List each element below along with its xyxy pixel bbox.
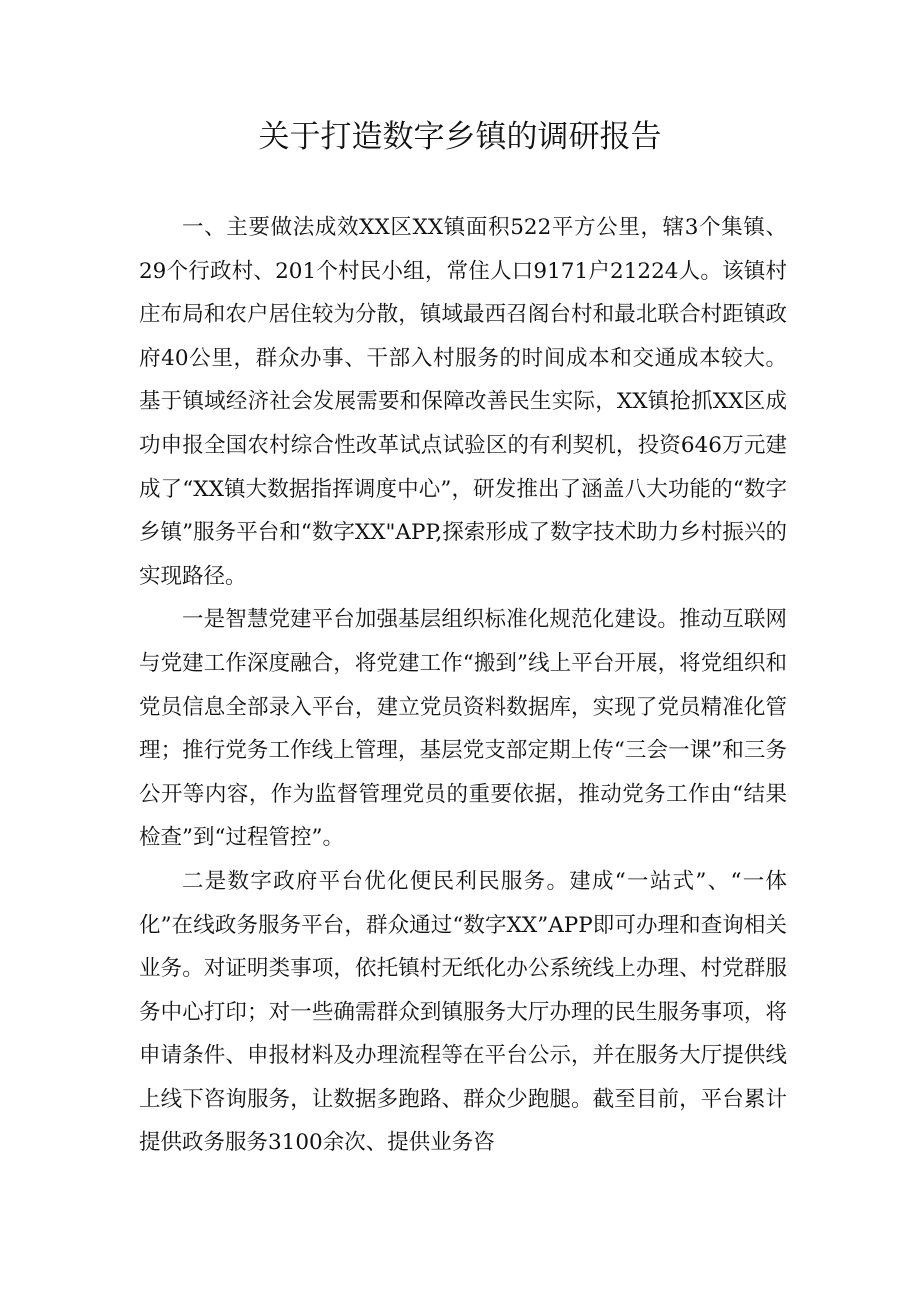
paragraph-smart-party-building: 一是智慧党建平台加强基层组织标准化规范化建设。推动互联网与党建工作深度融合，将党建工作“搬到”线上平台开展，将党组织和党员信息全部录入平台，建立党员资料数据库，实现了党员精准化管理；推行党务工作线上管理，基层党支部定期上传“三会一课”和三务公开等内容，作为监督管理党员的重要依据，推动党务工作由“结果检查”到“过程管控”。 — [139, 607, 787, 851]
document-title: 关于打造数字乡镇的调研报告 — [258, 119, 662, 155]
paragraph-overview: 一、主要做法成效XX区XX镇面积522平方公里，辖3个集镇、29个行政村、201个村民小组，常住人口9171户21224人。该镇村庄布局和农户居住较为分散，镇域最西召阁台村和最北联合村距镇政府40公里，群众办事、干部入村服务的时间成本和交通成本较大。基于镇域经济社会发展需要和保障改善民生实际，XX镇抢抓XX区成功申报全国农村综合性改革试点试验区的有利契机，投资646万元建成了“XX镇大数据指挥调度中心”，研发推出了涵盖八大功能的“数字乡镇”服务平台和“数字XX"APP,探索形成了数字技术助力乡村振兴的实现路径。 — [139, 215, 787, 589]
document-body — [139, 206, 787, 1165]
paragraph-digital-government: 二是数字政府平台优化便民利民服务。建成“一站式”、“一体化”在线政务服务平台，群众通过“数字XX”APP即可办理和查询相关业务。对证明类事项，依托镇村无纸化办公系统线上办理、村党群服务中心打印；对一些确需群众到镇服务大厅办理的民生服务事项，将申请条件、申报材料及办理流程等在平台公示，并在服务大厅提供线上线下咨询服务，让数据多跑路、群众少跑腿。截至目前，平台累计提供政务服务3100余次、提供业务咨 — [139, 868, 787, 1156]
